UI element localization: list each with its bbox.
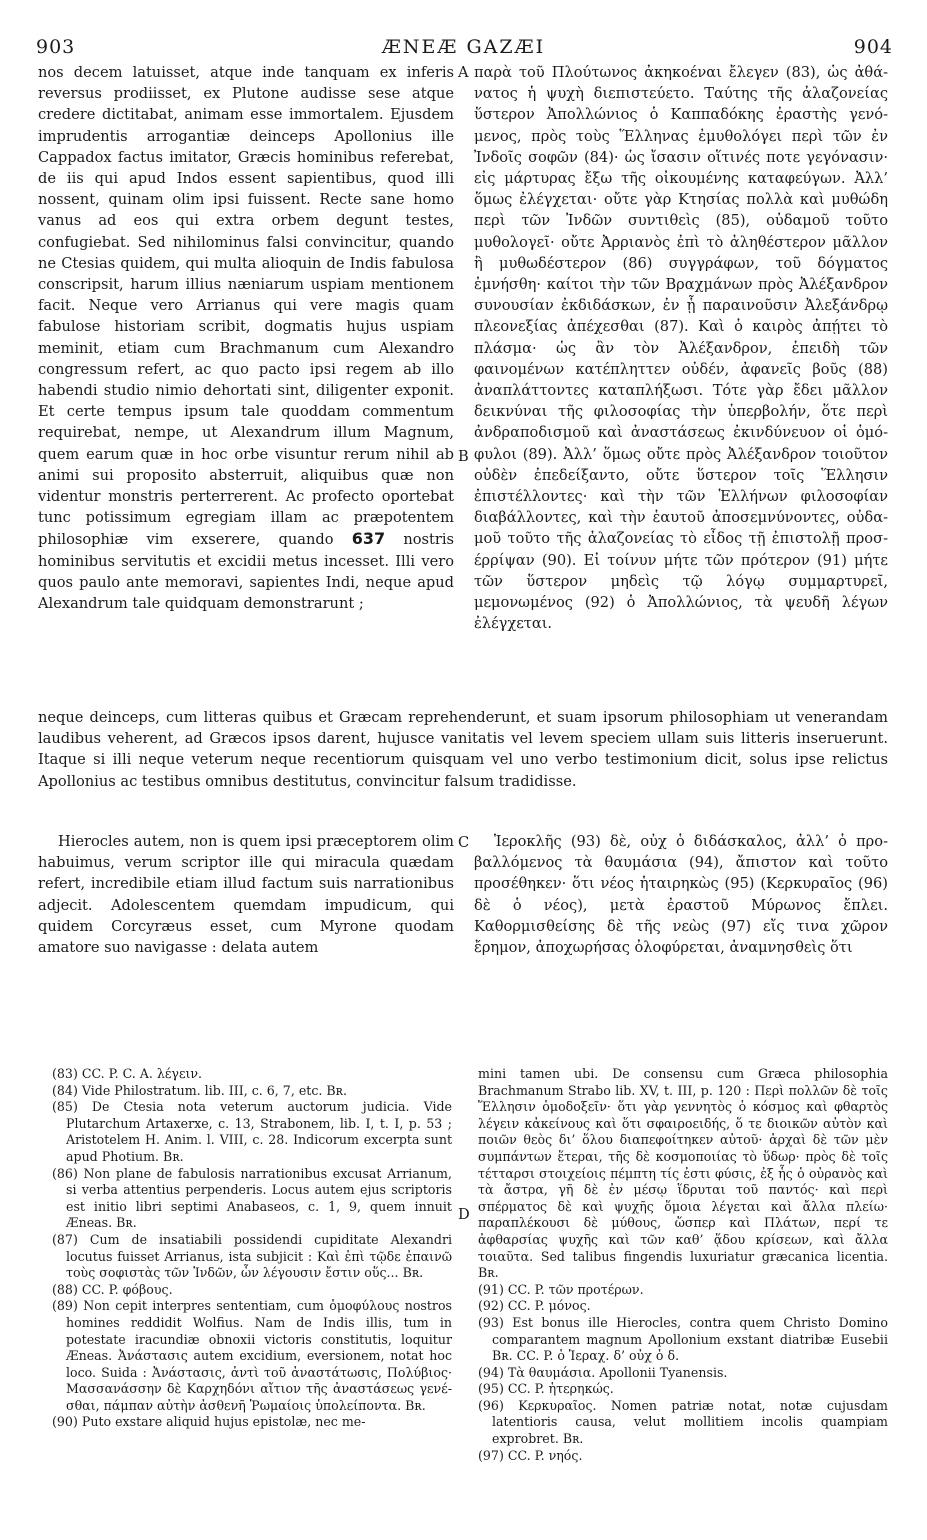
footnotes-left	[52, 1066, 452, 1431]
footnote: (85) De Ctesia nota veterum auctorum judicia. Vide Plutarchum Artaxerxe, c. 13, Strabonem, lib. I, t. I, p. 53 ; Aristotelem H. Anim. l. VIII, c. 28. Indicorum excerpta sunt apud Photium. Bʀ.	[52, 1099, 452, 1164]
section-marker-a: A	[458, 64, 469, 81]
latin-column-c	[38, 831, 454, 958]
greek-paragraph: παρὰ τοῦ Πλούτωνος ἀκηκοέναι ἔλεγεν (83), ὡς ἀθάνατος ἡ ψυχὴ διεπιστεύετο. Ταύτης τῆς ἀλαζονείας ὕστερον Ἀπολλώνιος ὁ Καππαδόκης ἐραστὴς γενόμενος, πρὸς τοὺς Ἕλληνας ἐμυθολόγει περὶ τῶν ἐν Ἰνδοῖς σοφῶν (84)· ὡς ἴσασιν οἵτινές ποτε γεγόνασιν· εἰς μάρτυρας ἔξω τῆς οἰκουμένης καταφεύγων. Ἀλλ’ ὅμως ἐλέγχεται· οὔτε γὰρ Κτησίας πολλὰ καὶ μυθώδη περὶ τῶν Ἰνδῶν συντιθεὶς (85), οὐδαμοῦ τοῦτο μυθολογεῖ· οὔτε Ἀρριανὸς ἐπὶ τὸ ἀληθέστερον μᾶλλον ἢ μυθωδέστερον (86) συγγράφων, τοῦ δόγματος ἐμνήσθη· καίτοι τὴν τῶν Βραχμάνων πρὸς Ἀλέξανδρον συνουσίαν ἐκδιδάσκων, ἐν ᾗ παραινοῦσιν Ἀλεξάνδρῳ πλεονεξίας ἀπέχεσθαι (87). Καὶ ὁ καιρὸς ἀπῄτει τὸ πλάσμα· ὡς ἂν τὸν Ἀλέξανδρον, ἐπειδὴ τῶν φαινομένων κατέπληττεν οὐδέν, ἀφανεῖς βοῦς (88) ἀναπλάττοντες καταπλήξωσι. Τότε γὰρ ἔδει μᾶλλον δεικνύναι τῆς φιλοσοφίας τὴν ὑπερβολήν, ὅτε περὶ ἀνδραποδισμοῦ καὶ ἀναστάσεως ἐκινδύνευον οἱ ὁμόφυλοι (89). Ἀλλ’ ὅμως οὔτε πρὸς Ἀλέξανδρον τοιοῦτον οὐδὲν ἐπεδείξαντο, οὔτε ὕστερον τοῖς Ἕλλησιν ἐπιστέλλοντες· καὶ τὴν τῶν Ἑλλήνων φιλοσοφίαν διαβάλλοντες, καὶ τὴν ἑαυτοῦ ἀποσεμνύνοντες, οὐδαμοῦ τοῦτο τῆς ἀλαζονείας τὸ εἶδος τῇ ἐπιστολῇ προσέρρίψαν (90). Εἰ τοίνυν μήτε τῶν πρότερον (91) μήτε τῶν ὕστερον μηδεὶς τῷ λόγῳ συμμαρτυρεῖ, μεμονωμένος (92) ὁ Ἀπολλώνιος, τὰ ψευδῆ λέγων ἐλέγχεται.	[474, 64, 888, 633]
footnote: (87) Cum de insatiabili possidendi cupiditate Alexandri locutus fuisset Arrianus, ista subjicit : Καὶ ἐπὶ τῷδε ἐπαινῶ τοὺς σοφιστὰς τῶν Ἰνδῶν, ὧν λέγουσιν ἔστιν οὕς... Bʀ.	[52, 1231, 452, 1281]
footnote: (93) Est bonus ille Hierocles, contra quem Christo Domino comparantem magnum Apollonium exstant diatribæ Eusebii Bʀ. CC. P. ὁ Ἱεραχ. δ’ οὐχ ὁ δ.	[478, 1314, 888, 1364]
latin-paragraph-hierocles: Hierocles autem, non is quem ipsi præceptorem olim habuimus, verum scriptor ille qui miracula quædam refert, incredibile etiam illud factum suis narrationibus adjecit. Adolescentem quemdam impudicum, qui quidem Corcyræus esset, cum Myrone quodam amatore suo navigasse : delata autem	[38, 833, 454, 957]
section-marker-b: B	[458, 448, 469, 465]
section-marker-d: D	[458, 1206, 470, 1223]
section-marker-c: C	[458, 834, 470, 851]
migne-column-number: 637	[351, 529, 386, 549]
footnote: (83) CC. P. C. A. λέγειν.	[52, 1066, 203, 1081]
latin-paragraph	[38, 62, 454, 614]
greek-column-c	[474, 831, 888, 958]
footnote: (91) CC. P. τῶν προτέρων.	[478, 1281, 644, 1297]
footnote-continuation: mini tamen ubi. De consensu cum Græca philosophia Brachmanum Strabo lib. XV, t. III, p. 120 : Περὶ πολλῶν δὲ τοῖς Ἕλλησιν ὁμοδοξεῖν· ὅτι γὰρ γεννητὸς ὁ κόσμος καὶ φθαρτὸς λέγειν κἀκείνους καὶ ὅτι σφαιροειδής, ὅ τε διοικῶν αὐτὸν καὶ ποιῶν θεὸς δι’ ὅλου διαπεφοίτηκεν αὐτοῦ· ἀρχαὶ δὲ τῶν μὲν συμπάντων ἕτεραι, τῆς δὲ κοσμοποιίας τὸ ὕδωρ· πρὸς δὲ τοῖς τέτταρσι στοιχείοις πέμπτη τίς ἐστι φύσις, ἐξ ἧς ὁ οὐρανὸς καὶ τὰ ἄστρα, γῆ δὲ ἐν μέσῳ ἵδρυται τοῦ παντός· καὶ περὶ σπέρματος δὲ καὶ ψυχῆς ὅμοια λέγεται καὶ ἄλλα πλείω· παραπλέκουσι δὲ μύθους, ὥσπερ καὶ Πλάτων, περί τε ἀφθαρσίας ψυχῆς καὶ τῶν καθ’ ᾅδου κρίσεων, καὶ ἄλλα τοιαῦτα. Sed talibus fingendis luxuriatur græcanica licentia. Bʀ.	[478, 1066, 888, 1281]
left-column-number: 903	[36, 36, 76, 58]
right-column-number: 904	[853, 36, 893, 58]
latin-column-top	[38, 62, 454, 614]
footnote: (89) Non cepit interpres sententiam, cum ὁμοφύλους nostros homines reddidit Wolfius. Nam de Indis illis, tum in potestate iracundiæ obnoxii victoris constitutis, loquitur Æneas. Ἀνάστασις autem excidium, eversionem, notat hoc loco. Suida : Ἀνάστασις, ἀντὶ τοῦ ἀναστάτωσις, Πολύβιος· Μασσανάσσην δὲ Καρχηδόνι αἴτιον τῆς ἀναστάσεως γενέσθαι, πάμπαν αὐτὴν ἀσθενῆ Ῥωμαίοις ὑπολείποντα. Bʀ.	[52, 1298, 452, 1413]
greek-column-top	[474, 62, 888, 634]
footnote: (88) CC. P. φόβους.	[52, 1281, 173, 1297]
footnote: (90) Puto exstare aliquid hujus epistolæ, nec me-	[52, 1414, 366, 1430]
latin-text-after: nostris hominibus servitutis et excidii metus incesset. Illi vero quos paulo ante memoravi, sapientes Indi, neque apud Alexandrum tale quidquam demonstrarunt ;	[38, 531, 454, 613]
latin-text-before: nos decem latuisset, atque inde tanquam ex inferis reversus prodiisset, ex Plutone audisse sese atque credere dictitabat, animam esse immortalem. Ejusdem imprudentis arrogantiæ deinceps Apollonius ille Cappadox factus imitator, Græcis hominibus referebat, de iis qui apud Indos essent sapientibus, quod illi nossent, quinam olim ipsi fuissent. Recte sane homo vanus ad eos qui extra orbem degunt testes, confugiebat. Sed nihilominus falsi convincitur, quando ne Ctesias quidem, qui multa alioquin de Indis fabulosa conscripsit, harum illius næniarum uspiam mentionem facit. Neque vero Arrianus qui vere magis quam fabulose historiam scribit, dogmatis hujus uspiam meminit, etiam cum Brachmanum cum Alexandro congressum refert, ac quo pacto ipsi regem ab illo habendi studio nimio dehortati sint, diligenter exponit. Et certe tempus ipsum tale quoddam commentum requirebat, nempe, ut Alexandrum illum Magnum, quem earum quæ in hoc orbe visuntur rerum nihil ab animi sui proposito absterruit, aliquibus quæ non videntur monstris perterrerent. Ac profecto oportebat tunc potissimum egregiam illam ac præpotentem philosophiæ vim exserere, quando	[38, 64, 454, 549]
footnote: (84) Vide Philostratum. lib. III, c. 6, 7, etc. Bʀ.	[52, 1082, 347, 1098]
footnote: (92) CC. P. μόνος.	[478, 1298, 591, 1314]
footnotes-right	[478, 1066, 888, 1464]
greek-paragraph-hierocles: Ἱεροκλῆς (93) δὲ, οὐχ ὁ διδάσκαλος, ἀλλ’ ὁ προβαλλόμενος τὰ θαυμάσια (94), ἄπιστον καὶ τοῦτο προσέθηκεν· ὅτι νέος ἡταιρηκὼς (95) (Κερκυραῖος (96) δὲ ὁ νέος), μετὰ ἐραστοῦ Μύρωνος ἔπλει. Καθορμισθείσης δὲ τῆς νεὼς (97) εἴς τινα χῶρον ἔρημον, ἀποχωρήσας ὀλοφύρεται, ἀναμνησθεὶς ὅτι	[474, 833, 888, 957]
footnote: (97) CC. P. νηός.	[478, 1447, 583, 1463]
latin-paragraph-full: neque deinceps, cum litteras quibus et Græcam reprehenderunt, et suam ipsorum philosophiam ut venerandam laudibus veherent, ad Græcos ipsos darent, hujusce vanitatis vel levem speciem ullam suis litteris inseruerunt. Itaque si illi neque veterum neque recentiorum quisquam vel uno verbo testimonium dicit, solus ipse relictus Apollonius ac testibus omnibus destitutus, convincitur falsum tradidisse.	[38, 709, 888, 790]
footnote: (94) Τὰ θαυμάσια. Apollonii Tyanensis.	[478, 1364, 728, 1380]
footnote: (95) CC. P. ἡτερηκώς.	[478, 1381, 614, 1397]
running-title: ÆNEÆ GAZÆI	[381, 36, 546, 58]
latin-full-width-text	[38, 707, 888, 792]
footnote: (96) Κερκυραῖος. Nomen patriæ notat, notæ cujusdam latentioris causa, velut mollitiem incolis quampiam exprobret. Bʀ.	[478, 1397, 888, 1447]
footnote: (86) Non plane de fabulosis narrationibus excusat Arrianum, si verba attentius perpenderis. Locus autem ejus scriptoris est initio libri septimi Anabaseos, c. 1, 9, quem innuit Æneas. Bʀ.	[52, 1165, 452, 1231]
